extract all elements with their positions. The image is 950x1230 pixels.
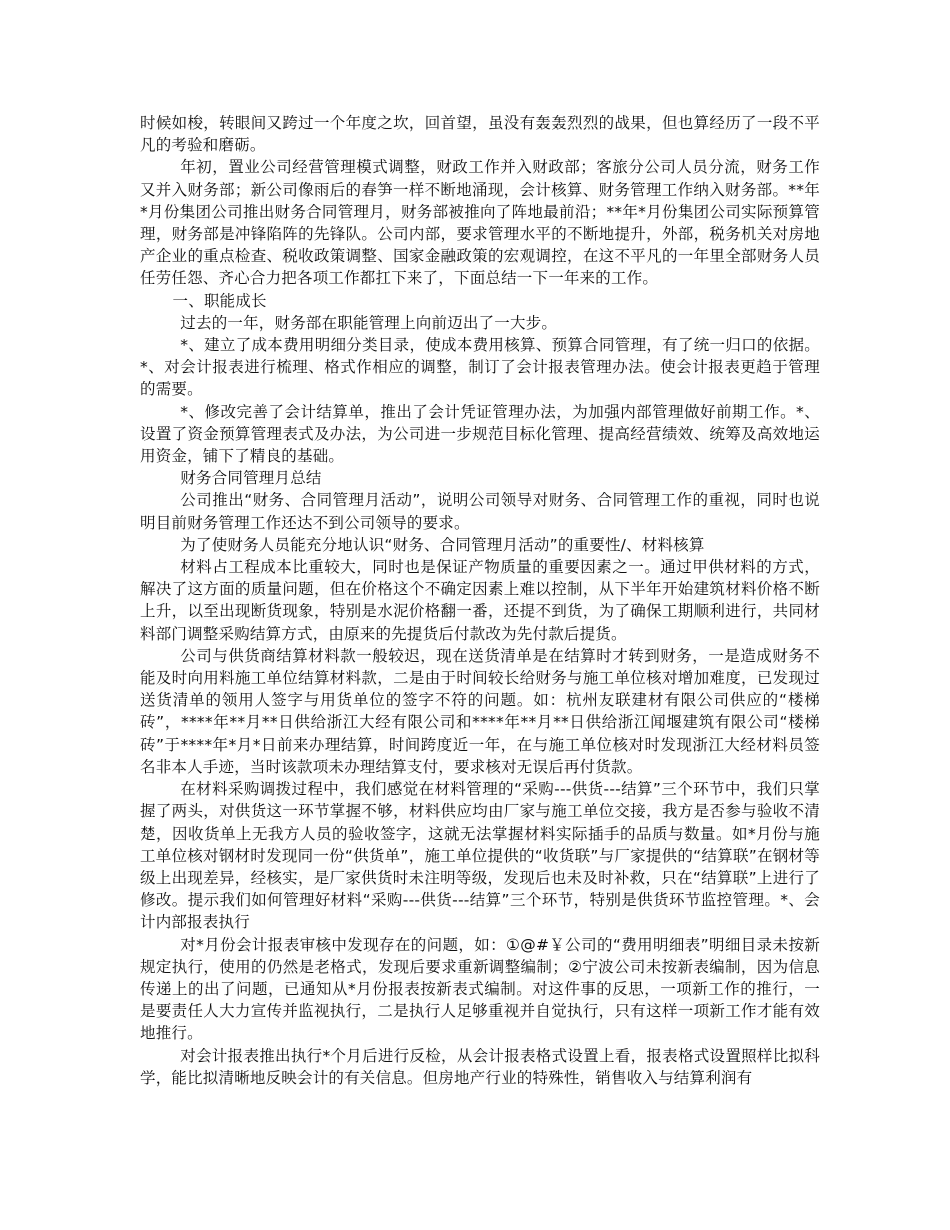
paragraph-material-cost: 材料占工程成本比重较大，同时也是保证产物质量的重要因素之一。通过甲供材料的方式，解决了这方面的质量问题，但在价格这个不确定因素上难以控制，从下半年开始建筑材料价格不断上升，以至出现断货现象，特别是水泥价格翻一番，还提不到货，为了确保工期顺利进行，共同材料部门调整采购结算方式，由原来的先提货后付款改为先付款后提货。 bbox=[140, 558, 820, 643]
paragraph-report-review: 对*月份会计报表审核中发现存在的问题，如：①@#￥公司的“费用明细表”明细目录未按新规定执行，使用的仍然是老格式，发现后要求重新调整编制；②宁波公司未按新表编制，因为信息传递上的出了问题，已通知从*月份报表按新表式编制。对这件事的反思，一项新工作的推行，一是要责任人大力宣传并监视执行，二是执行人足够重视并自觉执行，只有这样一项新工作才能有效地推行。 bbox=[140, 935, 820, 1043]
paragraph-cost-catalog: *、建立了成本费用明细分类目录，使成本费用核算、预算合同管理，有了统一归口的依据。*、对会计报表进行梳理、格式作相应的调整，制订了会计报表管理办法。使会计报表更趋于管理的需要。 bbox=[140, 336, 820, 399]
paragraph-contract-month: 公司推出“财务、合同管理月活动”，说明公司领导对财务、合同管理工作的重视，同时也说明目前财务管理工作还达不到公司领导的要求。 bbox=[140, 491, 820, 532]
paragraph-settlement-form: *、修改完善了会计结算单，推出了会计凭证管理办法，为加强内部管理做好前期工作。*、设置了资金预算管理表式及办法，为公司进一步规范目标化管理、提高经营绩效、统筹及高效地运用资金，铺下了精良的基础。 bbox=[140, 402, 820, 466]
paragraph-progress: 过去的一年，财务部在职能管理上向前迈出了一大步。 bbox=[180, 313, 558, 332]
paragraph-material-accounting-heading: 为了使财务人员能充分地认识“财务、合同管理月活动”的重要性/、材料核算 bbox=[180, 535, 705, 554]
paragraph-report-recheck: 对会计报表推出执行*个月后进行反检，从会计报表格式设置上看，报表格式设置照样比拟科学，能比拟清晰地反映会计的有关信息。但房地产行业的特殊性，销售收入与结算利润有 bbox=[140, 1046, 820, 1087]
paragraph-background: 年初，置业公司经营管理模式调整，财政工作并入财政部；客旅分公司人员分流，财务工作又并入财务部；新公司像雨后的春笋一样不断地涌现，会计核算、财务管理工作纳入财务部。**年*月份集团公司推出财务合同管理月，财务部被推向了阵地最前沿；**年*月份集团公司实际预算管理，财务部是冲锋陷阵的先锋队。公司内部，要求管理水平的不断地提升，外部，税务机关对房地产企业的重点检查、税收政策调整、国家金融政策的宏观调控，在这不平凡的一年里全部财务人员任劳任怨、齐心合力把各项工作都扛下来了，下面总结一下一年来的工作。 bbox=[140, 158, 820, 288]
paragraph-supplier-settlement: 公司与供货商结算材料款一般较迟，现在送货清单是在结算时才转到财务，一是造成财务不能及时向用料施工单位结算材料款，二是由于时间较长给财务与施工单位核对增加难度，已发现过送货清单的领用人签字与用货单位的签字不符的问题。如：杭州友联建材有限公司供应的“楼梯砖”，****年**月**日供给浙江大经有限公司和****年**月**日供给浙江闻堰建筑有限公司“楼梯砖”于****年*月*日前来办理结算，时间跨度近一年，在与施工单位核对时发现浙江大经材料员签名非本人手迹，当时该款项未办理结算支付，要求核对无误后再付货款。 bbox=[140, 646, 820, 776]
section-heading-function-growth: 一、职能成长 bbox=[172, 291, 267, 310]
section-heading-contract-month: 财务合同管理月总结 bbox=[180, 469, 322, 488]
paragraph-procurement-process: 在材料采购调拨过程中，我们感觉在材料管理的“采购---供货---结算”三个环节中，我们只掌握了两头，对供货这一环节掌握不够，材料供应均由厂家与施工单位交接，我方是否参与验收不清楚，因收货单上无我方人员的验收签字，这就无法掌握材料实际插手的品质与数量。如*月份与施工单位核对钢材时发现同一份“供货单”，施工单位提供的“收货联”与厂家提供的“结算联”在钢材等级上出现差异，经核实，是厂家供货时未注明等级，发现后也未及时补救，只在“结算联”上进行了修改。提示我们如何管理好材料“采购---供货---结算”三个环节，特别是供货环节监控管理。*、会计内部报表执行 bbox=[140, 780, 820, 932]
paragraph-intro: 时候如梭，转眼间又跨过一个年度之坎，回首望，虽没有轰轰烈烈的战果，但也算经历了一段不平凡的考验和磨砺。 bbox=[140, 114, 820, 155]
document-body bbox=[140, 112, 820, 1089]
